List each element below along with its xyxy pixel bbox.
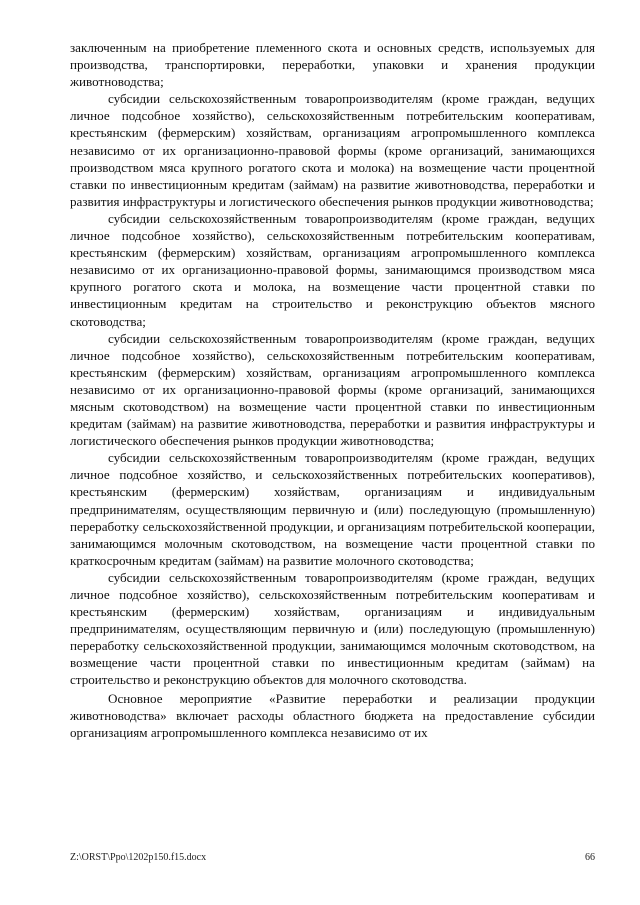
paragraph-main-measure: Основное мероприятие «Развитие переработки и реализации продукции животноводства» включает расходы областного бюджета на предоставление субсидии организациям агропромышленного комплекса независимо от их xyxy=(70,690,595,740)
footer-page-number: 66 xyxy=(585,852,595,863)
paragraph-subsidy-investment-livestock: субсидии сельскохозяйственным товаропроизводителям (кроме граждан, ведущих личное подсобное хозяйство), сельскохозяйственным потребительским кооперативам, крестьянским (фермерским) хозяйствам, организациям агропромышленного комплекса независимо от их организационно-правовой формы (кроме организаций, занимающихся производством мяса крупного рогатого скота и молока) на возмещение части процентной ставки по инвестиционным кредитам (займам) на развитие животноводства, переработки и развития инфраструктуры и логистического обеспечения рынков продукции животноводства; xyxy=(70,91,595,209)
paragraph-subsidy-except-beef: субсидии сельскохозяйственным товаропроизводителям (кроме граждан, ведущих личное подсобное хозяйство), сельскохозяйственным потребительским кооперативам, крестьянским (фермерским) хозяйствам, организациям агропромышленного комплекса независимо от их организационно-правовой формы (кроме организаций, занимающихся мясным скотоводством) на возмещение части процентной ставки по инвестиционным кредитам (займам) на развитие животноводства, переработки и развития инфраструктуры и логистического обеспечения рынков продукции животноводства; xyxy=(70,330,595,449)
paragraph-subsidy-dairy-construction: субсидии сельскохозяйственным товаропроизводителям (кроме граждан, ведущих личное подсобное хозяйство), сельскохозяйственным потребительским кооперативам и крестьянским (фермерским) хозяйствам, организациям и индивидуальным предпринимателям, осуществляющим первичную и (или) последующую (промышленную) переработку сельскохозяйственной продукции, занимающимся молочным скотоводством, на возмещение части процентной ставки по инвестиционным кредитам (займам) на строительство и реконструкцию объектов для молочного скотоводства. xyxy=(70,569,595,688)
footer-file-path: Z:\ORST\Ppo\1202p150.f15.docx xyxy=(70,852,207,863)
document-body xyxy=(70,39,595,741)
paragraph-continuation: заключенным на приобретение племенного скота и основных средств, используемых для производства, транспортировки, переработки, упаковки и хранения продукции животноводства; xyxy=(70,40,595,90)
paragraph-subsidy-beef-cattle-construction: субсидии сельскохозяйственным товаропроизводителям (кроме граждан, ведущих личное подсобное хозяйство), сельскохозяйственным потребительским кооперативам, крестьянским (фермерским) хозяйствам, организациям агропромышленного комплекса независимо от их организационно-правовой формы, занимающимся производством мяса крупного рогатого скота и молока, на возмещение части процентной ставки по инвестиционным кредитам на строительство и реконструкцию объектов мясного скотоводства; xyxy=(70,210,595,329)
paragraph-subsidy-short-term-dairy: субсидии сельскохозяйственным товаропроизводителям (кроме граждан, ведущих личное подсобное хозяйство, и сельскохозяйственных потребительских кооперативов), крестьянским (фермерским) хозяйствам, организациям и индивидуальным предпринимателям, осуществляющим первичную и (или) последующую (промышленную) переработку сельскохозяйственной продукции, и организациям потребительской кооперации, занимающимся молочным скотоводством, на возмещение части процентной ставки по краткосрочным кредитам (займам) на развитие молочного скотоводства; xyxy=(70,450,595,568)
